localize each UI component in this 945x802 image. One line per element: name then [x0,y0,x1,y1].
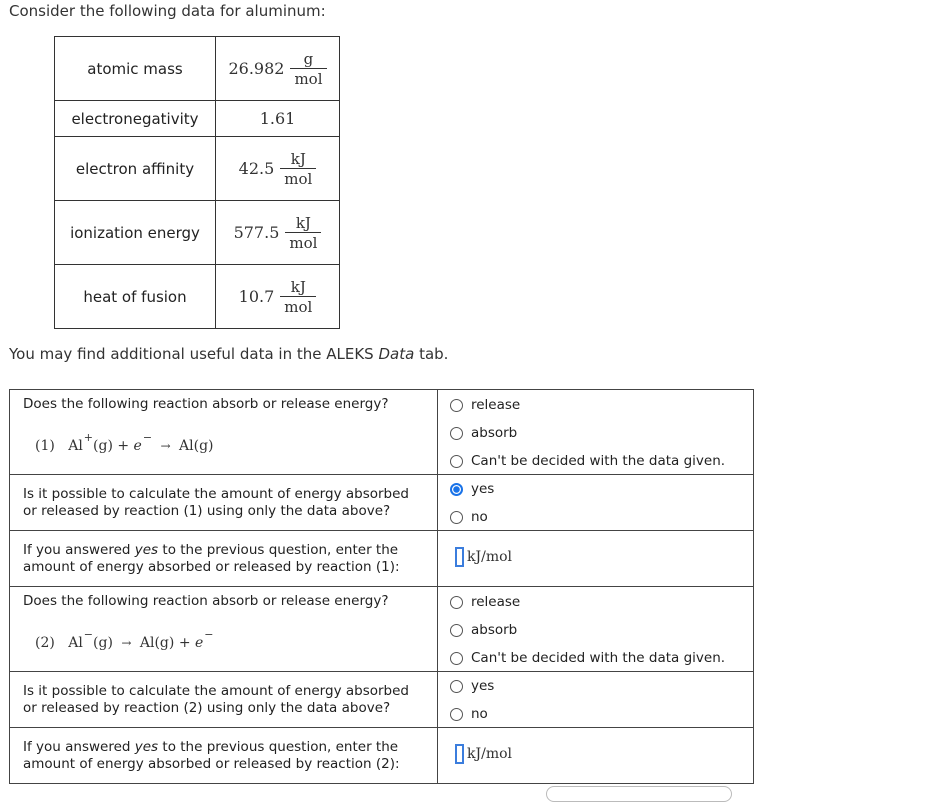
option-label: release [471,397,521,413]
option-no[interactable] [450,509,488,525]
property-value [216,201,340,265]
table-row [55,101,340,137]
option-label: Can't be decided with the data given. [471,453,726,469]
intro-text: Consider the following data for aluminum: [9,2,326,20]
divider [10,671,753,672]
option-label: release [471,594,521,610]
reaction-1 [35,431,214,454]
option-cant-decide[interactable] [450,453,725,469]
reaction-label: (2) [35,635,55,651]
option-yes[interactable] [450,678,494,694]
q1-enter-yes: yes [134,542,159,558]
q1-possible-line1: Is it possible to calculate the amount of energy absorbed [23,486,409,502]
property-value [216,101,340,137]
q2-enter-text-b: to the previous question, enter the [158,739,399,755]
q1-question: Does the following reaction absorb or release energy? [23,396,389,412]
q2-enter-text-c: amount of energy absorbed or released by reaction (2): [23,756,400,772]
property-name: atomic mass [55,37,216,101]
charge-minus: − [83,628,94,641]
q2-question: Does the following reaction absorb or release energy? [23,593,389,609]
electron: e [195,635,204,651]
property-value [216,137,340,201]
option-label: no [471,509,488,525]
unit-denominator: mol [285,232,321,252]
table-row [55,201,340,265]
energy-input[interactable] [455,744,464,764]
option-yes[interactable] [450,481,494,497]
option-absorb[interactable] [450,425,517,441]
table-row [55,137,340,201]
plus-sign: + [117,438,130,454]
q1-enter-text-c: amount of energy absorbed or released by reaction (1): [23,559,400,575]
property-name: heat of fusion [55,265,216,329]
option-label: yes [471,481,495,497]
option-absorb[interactable] [450,622,517,638]
unit-numerator: kJ [290,149,306,168]
option-label: no [471,706,488,722]
option-no[interactable] [450,706,488,722]
plus-sign: + [178,635,191,651]
reaction-arrow-icon: → [121,636,132,650]
q2-possible-line1: Is it possible to calculate the amount of energy absorbed [23,683,409,699]
unit-numerator: kJ [290,277,306,296]
q2-possible-line2: or released by reaction (2) using only the data above? [23,700,391,716]
property-name: electron affinity [55,137,216,201]
unit-fraction [285,214,321,252]
option-release[interactable] [450,594,520,610]
property-value [216,37,340,101]
unit-denominator: mol [290,68,326,88]
radio-button[interactable] [450,624,463,637]
unit-label: kJ/mol [467,549,512,565]
q2-enter-text-a: If you answered [23,739,135,755]
reactant-al: Al [68,635,83,651]
electron: e [133,438,142,454]
radio-button[interactable] [450,708,463,721]
option-cant-decide[interactable] [450,650,725,666]
property-name: ionization energy [55,201,216,265]
q1-possible-line2: or released by reaction (1) using only the data above? [23,503,391,519]
radio-button[interactable] [450,652,463,665]
unit-label: kJ/mol [467,746,512,762]
q1-enter-text-b: to the previous question, enter the [158,542,399,558]
charge-plus: + [83,431,94,444]
radio-button[interactable] [450,511,463,524]
unit-fraction [280,278,316,316]
q2-possible-question [23,683,409,717]
note-text: You may find additional useful data in the ALEKS [9,345,379,363]
reaction-label: (1) [35,438,55,454]
phase-gas: (g) [93,635,113,651]
q1-answer-field[interactable] [455,547,512,567]
value-number: 26.982 [228,59,285,78]
question-block-2 [9,586,754,784]
value-number: 10.7 [238,287,275,306]
radio-button[interactable] [450,680,463,693]
energy-input[interactable] [455,547,464,567]
radio-button[interactable] [450,596,463,609]
radio-button-selected[interactable] [450,483,463,496]
unit-numerator: kJ [295,213,311,232]
question-block-1 [9,389,754,587]
value-number: 42.5 [238,159,275,178]
charge-minus: − [142,431,153,444]
divider [10,474,753,475]
table-row [55,265,340,329]
q2-enter-prompt [23,739,400,773]
table-row [55,37,340,101]
unit-numerator: g [303,49,314,68]
option-label: yes [471,678,495,694]
note-text-end: tab. [414,345,449,363]
option-label: absorb [471,622,518,638]
data-tab-note [9,345,448,363]
q2-answer-field[interactable] [455,744,512,764]
divider [10,530,753,531]
phase-gas: (g) [93,438,113,454]
option-label: absorb [471,425,518,441]
charge-minus: − [204,628,214,641]
q1-possible-question [23,486,409,520]
option-label: Can't be decided with the data given. [471,650,726,666]
reaction-2 [35,628,214,651]
option-release[interactable] [450,397,520,413]
bottom-toolbar-edge [546,786,732,802]
unit-denominator: mol [280,296,316,316]
reaction-arrow-icon: → [160,439,171,453]
value-number: 577.5 [233,223,280,242]
product-al: Al(g) [139,635,175,651]
product-al: Al(g) [179,438,214,454]
q1-enter-prompt [23,542,400,576]
value-number: 1.61 [259,109,296,128]
q2-enter-yes: yes [134,739,159,755]
property-value [216,265,340,329]
reactant-al: Al [68,438,83,454]
divider [10,727,753,728]
note-data-tab: Data [378,345,415,363]
property-name: electronegativity [55,101,216,137]
radio-button[interactable] [450,427,463,440]
unit-fraction [290,50,326,88]
unit-fraction [280,150,316,188]
properties-table [54,36,340,329]
radio-button[interactable] [450,399,463,412]
radio-button[interactable] [450,455,463,468]
q1-enter-text-a: If you answered [23,542,135,558]
unit-denominator: mol [280,168,316,188]
